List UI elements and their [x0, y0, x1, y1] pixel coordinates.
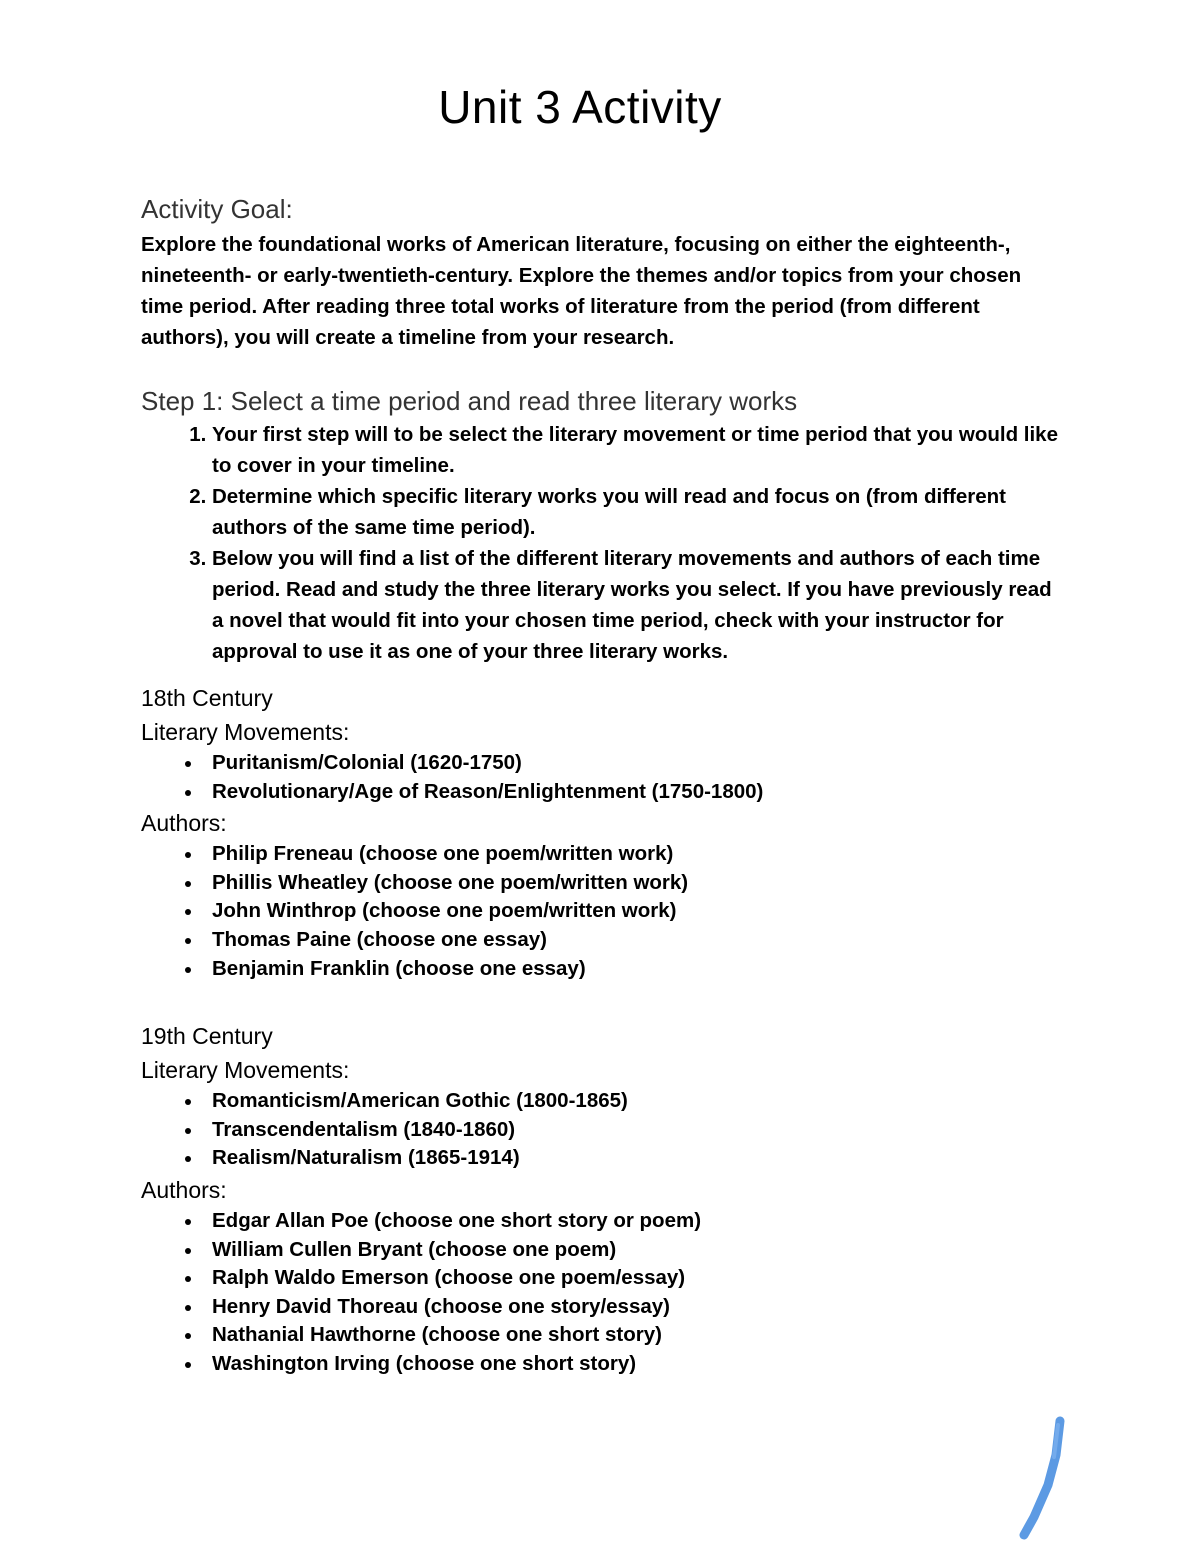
bullet-icon	[185, 790, 191, 796]
activity-goal-section	[141, 191, 1061, 353]
bullet-icon	[185, 1128, 191, 1134]
list-item	[212, 1293, 1061, 1322]
author-text: Ralph Waldo Emerson (choose one poem/essay)	[212, 1266, 686, 1290]
century-heading: 18th Century	[141, 685, 273, 711]
list-item	[212, 869, 1061, 898]
bullet-icon	[185, 881, 191, 887]
authors-label: Authors:	[141, 1176, 227, 1203]
bullet-icon	[185, 1305, 191, 1311]
bullet-icon	[185, 938, 191, 944]
bullet-icon	[185, 1333, 191, 1339]
step1-list	[141, 419, 1061, 667]
authors-list	[141, 1207, 1061, 1379]
list-item	[212, 1350, 1061, 1379]
list-item	[212, 1087, 1061, 1116]
bullet-icon	[185, 1362, 191, 1368]
movements-label: Literary Movements:	[141, 719, 350, 745]
movement-text: Revolutionary/Age of Reason/Enlightenment (1750-1800)	[212, 779, 764, 803]
bullet-icon	[185, 1248, 191, 1254]
bullet-icon	[185, 909, 191, 915]
author-text: Washington Irving (choose one short story)	[212, 1351, 637, 1375]
bullet-icon	[185, 852, 191, 858]
movement-text: Transcendentalism (1840-1860)	[212, 1117, 516, 1141]
century-section-19th	[141, 1019, 1061, 1378]
activity-goal-heading: Activity Goal:	[141, 194, 293, 224]
century-heading: 19th Century	[141, 1023, 273, 1050]
step1-item: 1. Your first step will to be select the literary movement or time period that you would like to cover in your timeline.	[212, 419, 1061, 481]
author-text: John Winthrop (choose one poem/written work)	[212, 899, 677, 923]
page-title: Unit 3 Activity	[438, 81, 722, 133]
activity-goal-text: Explore the foundational works of American literature, focusing on either the eighteenth-, nineteenth- or early-twentieth-century. Explore the themes and/or topics from your chosen time period. After reading three total works of literature from the period (from different authors), you will create a timeline from your research.	[141, 233, 1022, 349]
pen-stroke-mark	[1010, 1415, 1080, 1540]
section-spacer	[141, 983, 1061, 1019]
step1-heading: Step 1: Select a time period and read three literary works	[141, 386, 798, 416]
bullet-icon	[185, 967, 191, 973]
document-body	[141, 191, 1061, 1379]
list-item	[212, 1236, 1061, 1265]
bullet-icon	[185, 1219, 191, 1225]
author-text: William Cullen Bryant (choose one poem)	[212, 1237, 617, 1261]
author-text: Benjamin Franklin (choose one essay)	[212, 956, 586, 980]
author-text: Nathanial Hawthorne (choose one short story)	[212, 1323, 662, 1347]
movements-list	[141, 1087, 1061, 1173]
list-item	[212, 1321, 1061, 1350]
movement-text: Realism/Naturalism (1865-1914)	[212, 1146, 520, 1170]
list-item	[212, 1116, 1061, 1145]
authors-label: Authors:	[141, 810, 227, 837]
bullet-icon	[185, 761, 191, 767]
list-item	[212, 840, 1061, 869]
list-item	[212, 1264, 1061, 1293]
list-item	[212, 1144, 1061, 1173]
list-item	[212, 749, 1061, 778]
movements-label: Literary Movements:	[141, 1057, 350, 1084]
author-text: Edgar Allan Poe (choose one short story or poem)	[212, 1208, 702, 1232]
author-text: Philip Freneau (choose one poem/written work)	[212, 842, 674, 866]
step1-item: 2. Determine which specific literary works you will read and focus on (from different authors of the same time period).	[212, 481, 1061, 543]
list-item	[212, 955, 1061, 984]
movements-list	[141, 749, 1061, 806]
century-section-18th	[141, 681, 1061, 983]
author-text: Henry David Thoreau (choose one story/essay)	[212, 1294, 670, 1318]
movement-text: Romanticism/American Gothic (1800-1865)	[212, 1089, 628, 1113]
step1-item: 3. Below you will find a list of the different literary movements and authors of each time period. Read and study the three literary works you select. If you have previously read a novel that would fit into your chosen time period, check with your instructor for approval to use it as one of your three literary works.	[212, 543, 1061, 667]
list-item	[212, 897, 1061, 926]
list-item	[212, 778, 1061, 807]
author-text: Thomas Paine (choose one essay)	[212, 927, 547, 951]
list-item	[212, 926, 1061, 955]
list-item	[212, 1207, 1061, 1236]
bullet-icon	[185, 1276, 191, 1282]
bullet-icon	[185, 1156, 191, 1162]
author-text: Phillis Wheatley (choose one poem/written work)	[212, 870, 689, 894]
step1-section	[141, 383, 1061, 667]
bullet-icon	[185, 1099, 191, 1105]
movement-text: Puritanism/Colonial (1620-1750)	[212, 751, 522, 774]
authors-list	[141, 840, 1061, 983]
